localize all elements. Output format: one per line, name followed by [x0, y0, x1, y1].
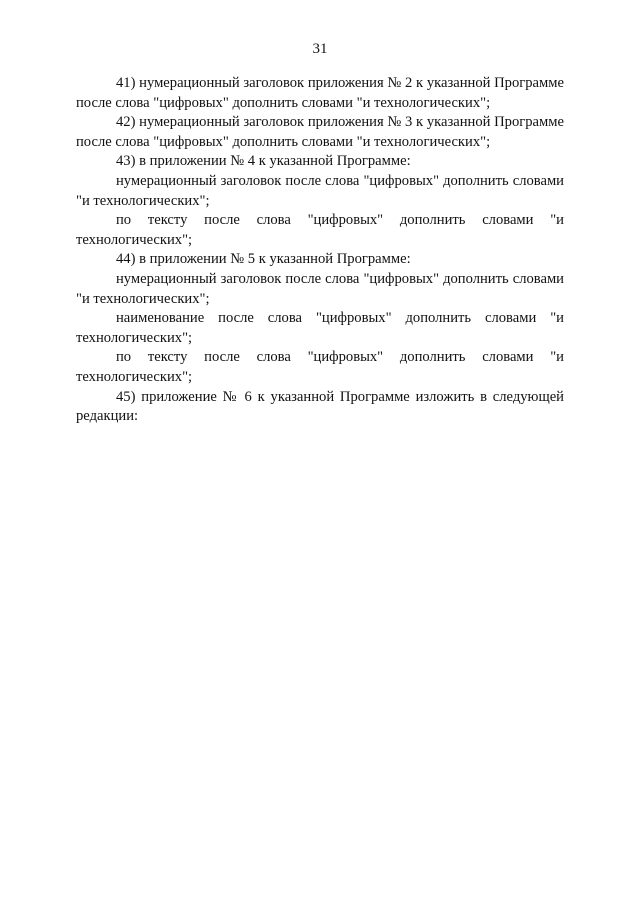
- page-number: 31: [312, 41, 328, 57]
- paragraph-44: 44) в приложении № 5 к указанной Программе:: [116, 251, 411, 268]
- paragraph-41: 41) нумерационный заголовок приложения № 2 к указанной Программе после слова "цифровых" дополнить словами "и технологических";: [76, 75, 564, 111]
- paragraph-43-heading-item: нумерационный заголовок после слова "цифровых" дополнить словами "и технологических";: [76, 172, 564, 209]
- paragraph-42: 42) нумерационный заголовок приложения № 3 к указанной Программе после слова "цифровых" дополнить словами "и технологических";: [76, 114, 564, 150]
- paragraph-44-heading-item: нумерационный заголовок после слова "цифровых" дополнить словами "и технологических";: [76, 270, 564, 307]
- paragraph-44-name-item: наименование после слова "цифровых" дополнить словами "и технологических";: [76, 310, 564, 346]
- paragraph-43: 43) в приложении № 4 к указанной Программе:: [116, 153, 411, 170]
- paragraph-45: 45) приложение № 6 к указанной Программе изложить в следующей редакции:: [76, 388, 564, 425]
- document-body: [76, 74, 564, 427]
- paragraph-43-text-item: по тексту после слова "цифровых" дополнить словами "и технологических";: [76, 212, 564, 248]
- paragraph-44-text-item: по тексту после слова "цифровых" дополнить словами "и технологических";: [76, 349, 564, 385]
